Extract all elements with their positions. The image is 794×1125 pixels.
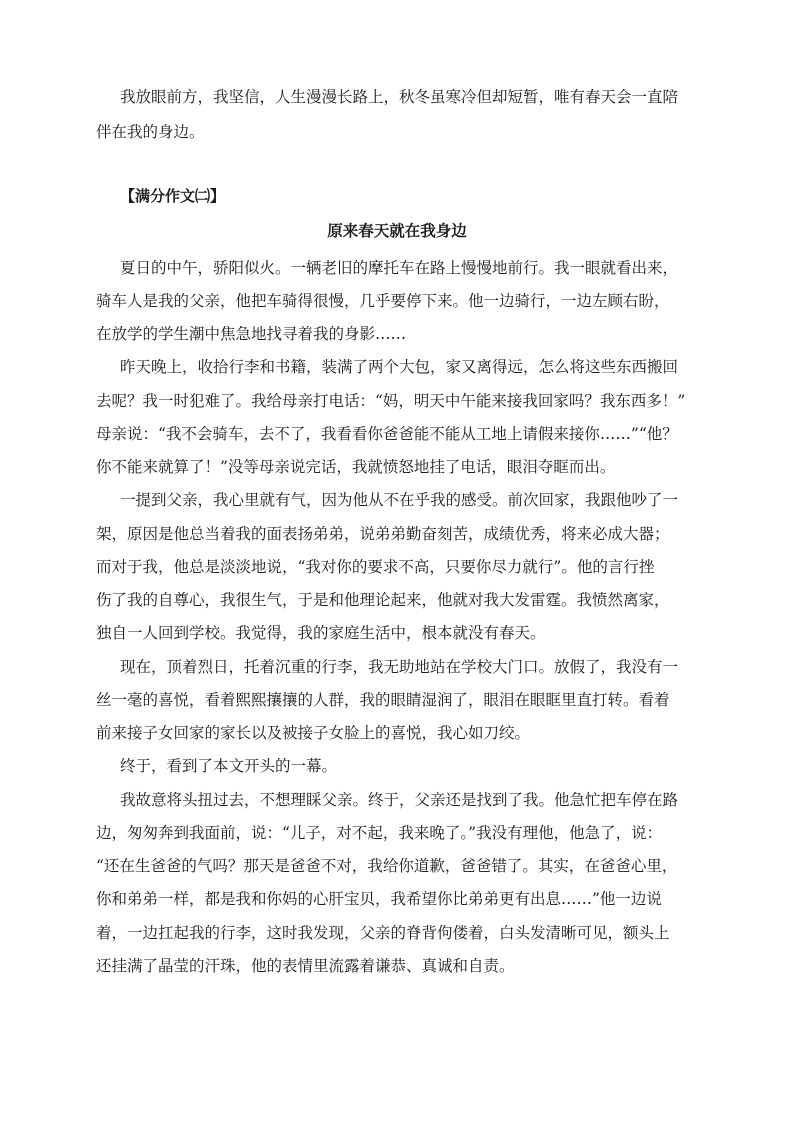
intro-line-1: 我放眼前方，我坚信，人生漫漫长路上，秋冬虽寒冷但却短暂，唯有春天会一直陪 [120, 88, 679, 106]
essay-line: 我故意将头扭过去，不想理睬父亲。终于，父亲还是找到了我。他急忙把车停在路 [120, 791, 679, 809]
essay-title: 原来春天就在我身边 [327, 222, 467, 240]
essay-line: 伤了我的自尊心，我很生气，于是和他理论起来，他就对我大发雷霆。我愤然离家， [96, 591, 670, 609]
essay-line: 丝一毫的喜悦，看着熙熙攘攘的人群，我的眼睛湿润了，眼泪在眼眶里直打转。看着 [96, 691, 670, 709]
essay-line: 昨天晚上，收拾行李和书籍，装满了两个大包，家又离得远，怎么将这些东西搬回 [120, 358, 679, 376]
essay-line: 骑车人是我的父亲，他把车骑得很慢，几乎要停下来。他一边骑行，一边左顾右盼， [96, 292, 670, 310]
essay-line: 在放学的学生潮中焦急地找寻着我的身影…… [96, 325, 407, 343]
essay-line: 夏日的中午，骄阳似火。一辆老旧的摩托车在路上慢慢地前行。我一眼就看出来， [120, 259, 679, 277]
essay-line: 前来接子女回家的家长以及被接子女脸上的喜悦，我心如刀绞。 [96, 724, 531, 742]
essay-line: 去呢？我一时犯难了。我给母亲打电话：“妈，明天中午能来接我回家吗？我东西多！” [96, 392, 686, 410]
intro-line-2: 伴在我的身边。 [96, 123, 205, 141]
essay-line: 而对于我，他总是淡淡地说，“我对你的要求不高，只要你尽力就行”。他的言行挫 [96, 558, 655, 576]
essay-line: 边，匆匆奔到我面前，说：“儿子，对不起，我来晚了。”我没有理他，他急了，说： [96, 824, 663, 842]
essay-line: 你和弟弟一样，都是我和你妈的心肝宝贝，我希望你比弟弟更有出息……”他一边说 [96, 890, 662, 908]
essay-line: 一提到父亲，我心里就有气，因为他从不在乎我的感受。前次回家，我跟他吵了一 [120, 491, 679, 509]
essay-line: 还挂满了晶莹的汗珠，他的表情里流露着谦恭、真诚和自责。 [96, 957, 515, 975]
essay-line: “还在生爸爸的气吗？那天是爸爸不对，我给你道歉，爸爸错了。其实，在爸爸心里， [96, 857, 678, 875]
essay-line: 终于，看到了本文开头的一幕。 [120, 757, 338, 775]
essay-line: 着，一边扛起我的行李，这时我发现，父亲的脊背佝偻着，白头发清晰可见，额头上 [96, 924, 670, 942]
essay-line: 架，原因是他总当着我的面表扬弟弟，说弟弟勤奋刻苦，成绩优秀，将来必成大器； [96, 525, 670, 543]
section-heading: 【满分作文㈡】 [120, 187, 226, 205]
essay-line: 独自一人回到学校。我觉得，我的家庭生活中，根本就没有春天。 [96, 624, 546, 642]
essay-line: 你不能来就算了！”没等母亲说完话，我就愤怒地挂了电话，眼泪夺眶而出。 [96, 458, 616, 476]
essay-line: 母亲说：“我不会骑车，去不了，我看看你爸爸能不能从工地上请假来接你……”“他？ [96, 425, 678, 443]
essay-line: 现在，顶着烈日，托着沉重的行李，我无助地站在学校大门口。放假了，我没有一 [120, 658, 679, 676]
